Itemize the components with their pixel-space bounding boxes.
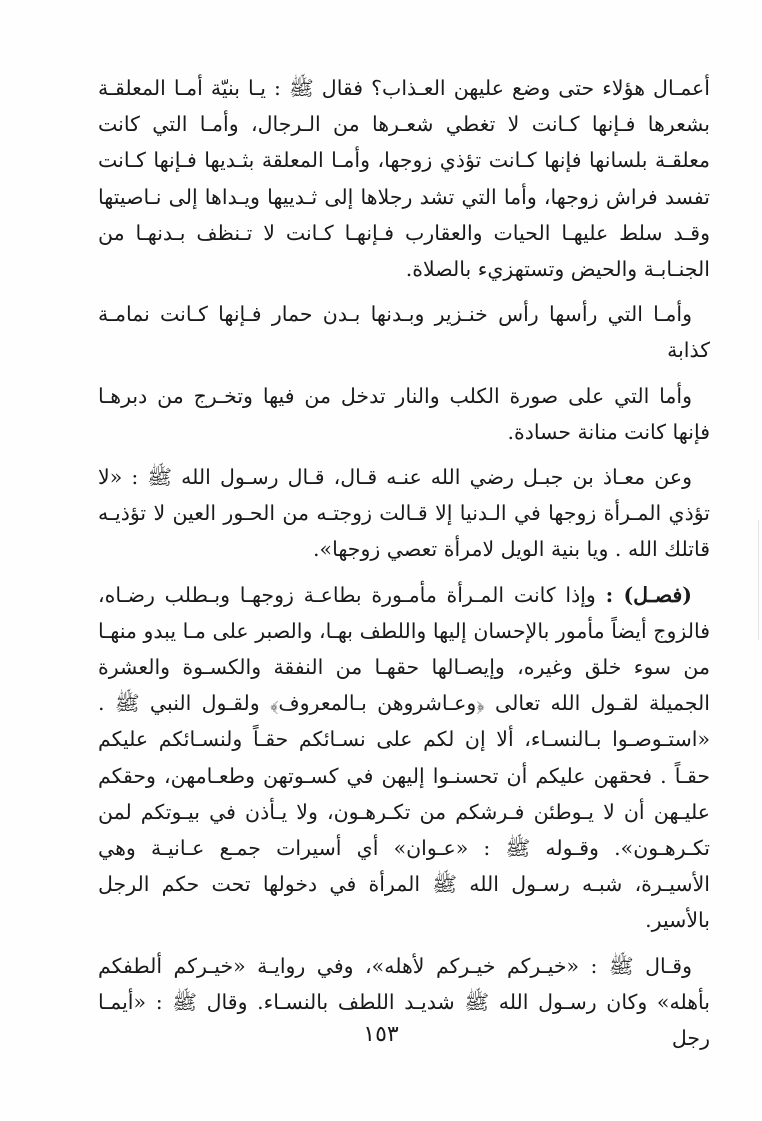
paragraph-muadh-hadith: وعن معـاذ بن جبـل رضي الله عنـه قـال، قـال رسـول الله ﷺ : «لا تؤذي المـرأة زوجها في الـدنيا إلا قـالت زوجتـه من الحـور العين لا تؤذيـه قاتلك الله . ويا بنية الويل لامرأة تعصي زوجها». <box>98 465 710 562</box>
fasl-text: وإذا كانت المـرأة مأمـورة بطاعـة زوجهـا وبـطلب رضـاه، فالزوج أيضاً مأمور بالإحسان إليها واللطف بهـا، والصبر على مـا يبدو منهـا من سوء خلق وغيره، وإيصـالها حقهـا من النفقة والكسـوة والعشرة الجميلة لقـول الله تعالى ﴿وعـاشروهن بـالمعروف﴾ ولقـول النبي ﷺ . «استـوصـوا بـالنسـاء، ألا إن لكم على نسـائكم حقـاً ولنسـائكم عليكم حقـاً . فحقهن عليكم أن تحسنـوا إليهن في كسـوتهن وطعـامهن، وحقكم عليـهن أن لا يـوطئن فـرشكم من تكـرهـون، ولا يـأذن في بيـوتكم لمن تكـرهـون». وقـوله ﷺ : «عـوان» أي أسيرات جمـع عـانيـة وهي الأسيـرة، شبـه رسـول الله ﷺ المرأة في دخولها تحت حكم الرجل بالأسير. <box>98 582 710 933</box>
paragraph-dog-form: وأما التي على صورة الكلب والنار تدخل من فيها وتخـرج من دبرهـا فإنها كانت منانة حسادة. <box>98 383 710 444</box>
paragraph-best-of-you: وقـال ﷺ : «خيـركم خيـركم لأهله»، وفي روايـة «خيـركم ألطفكم بأهله» وكان رسـول الله ﷺ شديـد اللطف بالنسـاء. وقال ﷺ : «أيمـا رجل <box>98 953 710 1051</box>
body-text <box>98 70 710 1065</box>
paragraph-fasl <box>98 577 710 939</box>
paragraph-pig-head: وأمـا التي رأسها رأس خنـزير وبـدنها بـدن حمار فـإنها كـانت نمامـة كذابة <box>98 302 710 363</box>
page-edge-shadow <box>758 520 759 640</box>
paragraph-torment-explanation: أعمـال هؤلاء حتى وضع عليهن العـذاب؟ فقال ﷺ : يـا بنيّة أمـا المعلقـة بشعرها فـإنها كـانت لا تغطي شعـرها من الـرجال، وأمـا التي كانت معلقـة بلسانها فإنها كـانت تؤذي زوجها، وأمـا المعلقة بثـديها فـإنها كـانت تفسد فراش زوجها، وأما التي تشد رجلاها إلى ثـدييها ويـداها إلى نـاصيتها وقـد سلط عليهـا الحيات والعقارب فـإنهـا كـانت لا تـنظف بـدنهـا من الجنـابـة والحيض وتستهزيء بالصلاة. <box>98 76 710 282</box>
fasl-label: (فصـل) : <box>605 582 692 607</box>
page-number: ١٥٣ <box>363 1022 399 1047</box>
